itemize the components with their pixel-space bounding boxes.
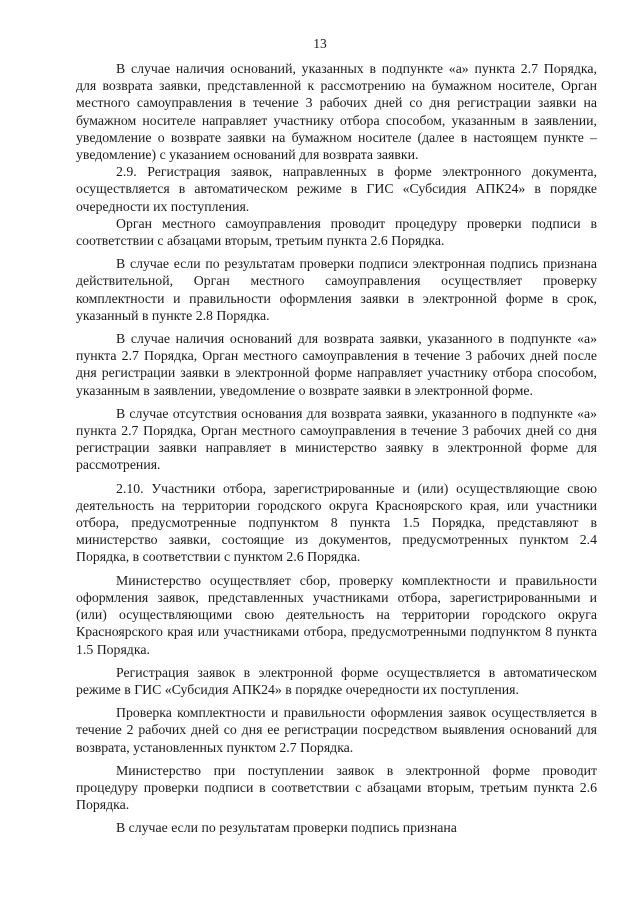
paragraph-signature-check: Орган местного самоуправления проводит процедуру проверки подписи в соответствии с абзацами вторым, третьим пункта 2.6 Порядка. xyxy=(76,215,597,249)
paragraph-2-10-participants: 2.10. Участники отбора, зарегистрированные и (или) осуществляющие свою деятельность на территории городского округа Красноярского края, или участники отбора, предусмотренные подпунктом 8 пункта 1.5 Порядка, представляют в министерство заявки, состоящие из документов, предусмотренных пунктом 2.4 Порядка, в соответствии с пунктом 2.6 Порядка. xyxy=(76,480,597,565)
paragraph-return-electronic-application: В случае наличия оснований для возврата заявки, указанного в подпункте «а» пункта 2.7 Порядка, Орган местного самоуправления в течение 3 рабочих дней после дня регистрации заявки в электронной форме направляет участнику отбора способом, указанным в заявлении, уведомление о возврате заявки в электронной форме. xyxy=(76,331,597,398)
paragraph-ministry-signature-check: Министерство при поступлении заявок в электронной форме проводит процедуру проверки подписи в соответствии с абзацами вторым, третьим пункта 2.6 Порядка. xyxy=(76,762,597,813)
paragraph-completeness-check: Проверка комплектности и правильности оформления заявок осуществляется в течение 2 рабочих дней со дня ее регистрации посредством выявления оснований для возврата, установленных пунктом 2.7 Порядка. xyxy=(76,705,597,755)
paragraph-ministry-collection: Министерство осуществляет сбор, проверку комплектности и правильности оформления заявок, представленных участниками отбора, зарегистрированными и (или) осуществляющими свою деятельность на территории городского округа Красноярского края или участниками отбора, предусмотренными подпунктом 8 пункта 1.5 Порядка. xyxy=(76,572,597,657)
paragraph-electronic-registration: Регистрация заявок в электронной форме осуществляется в автоматическом режиме в ГИС «Субсидия АПК24» в порядке очередности их поступления. xyxy=(76,664,597,697)
paragraph-2-9-registration: 2.9. Регистрация заявок, направленных в форме электронного документа, осуществляется в автоматическом режиме в ГИС «Субсидия АПК24» в порядке очередности их поступления. xyxy=(76,164,597,214)
paragraph-no-return-grounds: В случае отсутствия основания для возврата заявки, указанного в подпункте «а» пункта 2.7 Порядка, Орган местного самоуправления в течение 3 рабочих дней со дня регистрации заявки направляет в министерство заявку в электронной форме для рассмотрения. xyxy=(76,405,597,473)
paragraph-signature-valid: В случае если по результатам проверки подписи электронная подпись признана действительной, Орган местного самоуправления осуществляет проверку комплектности и правильности оформления заявки в электронной форме в срок, указанный в пункте 2.8 Порядка. xyxy=(76,256,597,323)
paragraph-signature-result: В случае если по результатам проверки подпись признана xyxy=(116,820,457,836)
paragraph-return-paper-application: В случае наличия оснований, указанных в подпункте «а» пункта 2.7 Порядка, для возврата заявки, представленной к рассмотрению на бумажном носителе, Орган местного самоуправления в течение 3 рабочих дней со дня регистрации заявки на бумажном носителе направляет участнику отбора способом, указанным в заявлении, уведомление о возврате заявки на бумажном носителе (далее в настоящем пункте – уведомление) с указанием оснований для возврата заявки. xyxy=(76,61,597,163)
page-number: 13 xyxy=(313,36,327,51)
document-body xyxy=(76,60,597,837)
